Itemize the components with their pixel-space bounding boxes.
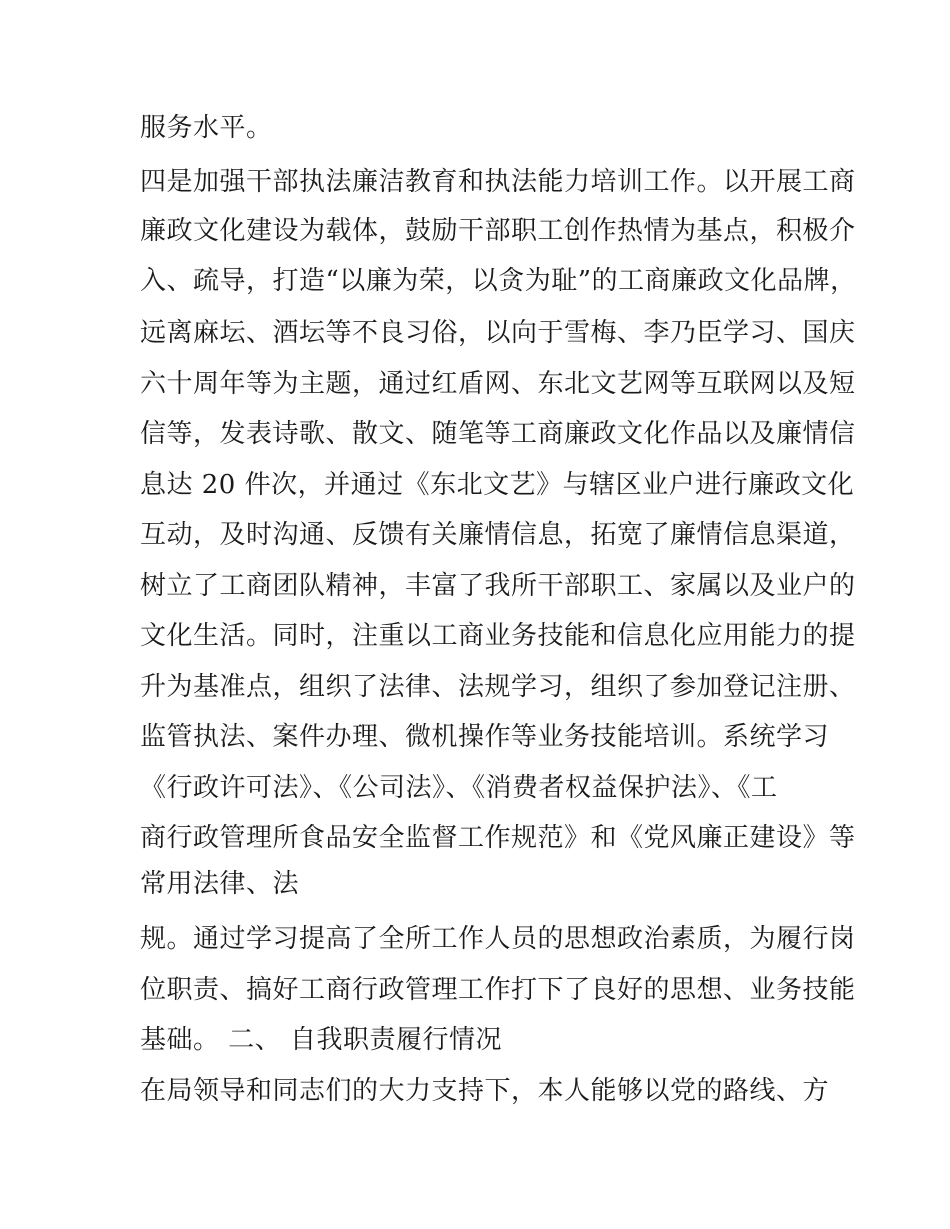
text-line: 入、疏导，打造“以廉为荣，以贪为耻”的工商廉政文化品牌， xyxy=(140,266,857,296)
text-line: 升为基准点，组织了法律、法规学习，组织了参加登记注册、 xyxy=(140,672,856,702)
text-line: 四是加强干部执法廉洁教育和执法能力培训工作。以开展工商 xyxy=(140,167,856,197)
text-line: 信等，发表诗歌、散文、随笔等工商廉政文化作品以及廉情信 xyxy=(140,419,856,449)
text-line: 树立了工商团队精神，丰富了我所干部职工、家属以及业户的 xyxy=(140,571,856,601)
text-line: 远离麻坛、酒坛等不良习俗，以向于雪梅、李乃臣学习、国庆 xyxy=(140,318,856,348)
text-line: 常用法律、法 xyxy=(140,869,300,899)
text-line: 服务水平。 xyxy=(140,113,273,143)
text-line: 息达 20 件次，并通过《东北文艺》与辖区业户进行廉政文化 xyxy=(140,470,855,500)
text-line: 位职责、搞好工商行政管理工作打下了良好的思想、业务技能 xyxy=(140,975,856,1005)
text-line: 规。通过学习提高了全所工作人员的思想政治素质，为履行岗 xyxy=(140,924,856,954)
text-line: 《行政许可法》、《公司法》、《消费者权益保护法》、《工 xyxy=(140,773,778,803)
text-line: 监管执法、案件办理、微机操作等业务技能培训。系统学习 xyxy=(140,722,830,752)
text-line: 六十周年等为主题，通过红盾网、东北文艺网等互联网以及短 xyxy=(140,369,856,399)
text-line: 文化生活。同时，注重以工商业务技能和信息化应用能力的提 xyxy=(140,621,856,651)
text-line: 互动，及时沟通、反馈有关廉情信息，拓宽了廉情信息渠道， xyxy=(140,520,856,550)
section-heading-line: 基础。 二、 自我职责履行情况 xyxy=(140,1025,503,1055)
text-line: 商行政管理所食品安全监督工作规范》和《党风廉正建设》等 xyxy=(140,823,856,853)
text-line: 在局领导和同志们的大力支持下，本人能够以党的路线、方 xyxy=(140,1076,830,1106)
text-line: 廉政文化建设为载体，鼓励干部职工创作热情为基点，积极介 xyxy=(140,216,856,246)
